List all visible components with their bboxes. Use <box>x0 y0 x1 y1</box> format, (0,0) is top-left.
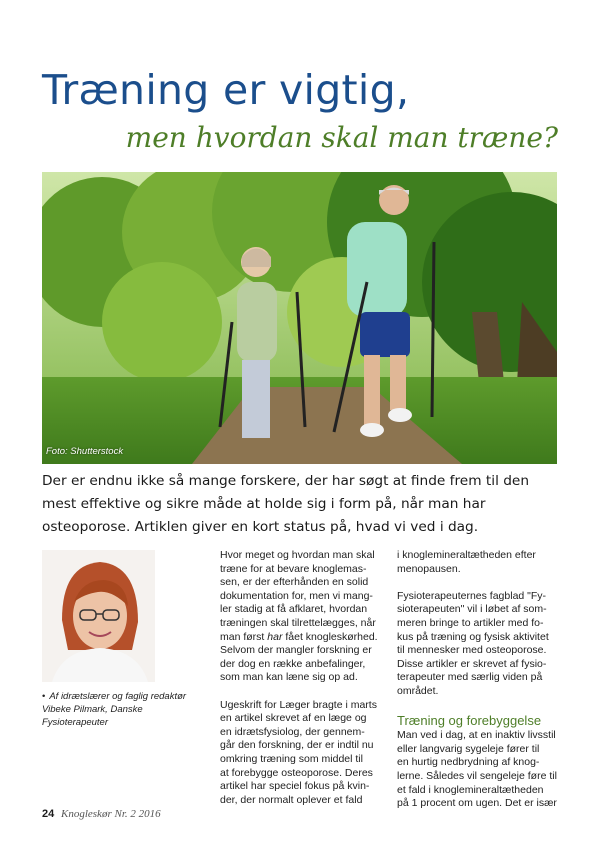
lead-paragraph: Der er endnu ikke så mange forskere, der har søgt at finde frem til den mest effektive og sikre måde at holde sig i form på, når man har osteoporose. Artiklen giver en kort status på, hvad vi ved i dag. <box>42 473 530 535</box>
text-fragment: fået knogleskørhed. <box>282 630 378 643</box>
body-paragraph <box>220 549 388 685</box>
text-line: Selvom der mangler forskning er <box>220 644 372 657</box>
text-line: eller langvarig sygeleje fører til <box>397 742 540 755</box>
text-line: Fysioterapeuternes fagblad "Fy- <box>397 589 547 602</box>
text-line: til mennesker med osteoporose. <box>397 644 547 657</box>
text-line: meren bringe to artikler med fo- <box>397 616 544 629</box>
page-footer <box>42 808 161 820</box>
page-number: 24 <box>42 808 55 820</box>
text-line: området. <box>397 684 439 697</box>
text-line: en artikel skrevet af en læge og <box>220 712 367 725</box>
text-line: dokumentation for, men vi mang- <box>220 589 373 602</box>
text-line: der dog en række anbefalinger, <box>220 657 366 670</box>
text-line: Hvor meget og hvordan man skal <box>220 549 375 561</box>
text-line: lerne. Således vil sengeleje føre til <box>397 769 557 782</box>
emphasis-word: har <box>267 630 283 643</box>
text-line: sioterapeuten" vil i løbet af som- <box>397 603 547 616</box>
text-line: på 1 procent om ugen. Det er især <box>397 797 557 810</box>
text-line: en idrætsfysiolog, der gennem- <box>220 725 365 738</box>
text-line: et fald i knoglemineraltætheden <box>397 783 544 796</box>
magazine-name: Knogleskør <box>61 808 112 820</box>
text-line: går den forskning, der er indtil nu <box>220 739 374 752</box>
text-line: omkring træning som middel til <box>220 752 363 765</box>
body-column-3 <box>397 549 559 824</box>
body-paragraph <box>397 729 559 811</box>
author-caption-text: Af idrætslærer og faglig redaktør Vibeke Pilmark, Danske Fysioterapeuter <box>42 691 187 728</box>
text-line: at forebygge osteoporose. Deres <box>220 766 373 779</box>
text-line <box>220 631 388 645</box>
text-line: Disse artikler er skrevet af fysio- <box>397 657 547 670</box>
text-line: træne for at bevare knoglemas- <box>220 562 367 575</box>
text-line: sen, er der efterhånden en solid <box>220 576 369 589</box>
text-fragment: man først <box>220 630 268 643</box>
hero-photo <box>42 172 557 464</box>
text-line: ler stadig at få afklaret, hvordan <box>220 603 368 616</box>
text-line: der, der normalt oplever et fald <box>220 793 363 806</box>
text-line: i knoglemineraltætheden efter <box>397 549 536 561</box>
text-line: Man ved i dag, at en inaktiv livsstil <box>397 729 556 742</box>
text-line: artikel har speciel fokus på kvin- <box>220 780 370 793</box>
text-line: en hurtig nedbrydning af knog- <box>397 756 540 769</box>
section-subheading: Træning og forebyggelse <box>397 713 542 729</box>
bullet-icon: • <box>42 691 46 702</box>
text-line: menopausen. <box>397 562 461 575</box>
photo-credit: Foto: Shutterstock <box>46 446 124 457</box>
body-paragraph <box>397 549 559 576</box>
article-title: Træning er vigtig, <box>42 66 410 114</box>
issue-label: Nr. 2 2016 <box>114 808 161 820</box>
body-paragraph <box>397 590 559 699</box>
text-line: som man kan læne sig op ad. <box>220 671 358 684</box>
author-caption <box>42 690 207 729</box>
text-line: kus på træning og fysisk aktivitet <box>397 630 549 643</box>
body-paragraph <box>220 699 388 808</box>
author-portrait <box>42 550 155 682</box>
article-subtitle: men hvordan skal man træne? <box>125 121 558 154</box>
text-line: terapeuter med særlig viden på <box>397 671 543 684</box>
text-line: træningen skal tilrettelægges, når <box>220 616 376 629</box>
body-column-2 <box>220 549 388 821</box>
text-line: Ugeskrift for Læger bragte i marts <box>220 698 377 711</box>
